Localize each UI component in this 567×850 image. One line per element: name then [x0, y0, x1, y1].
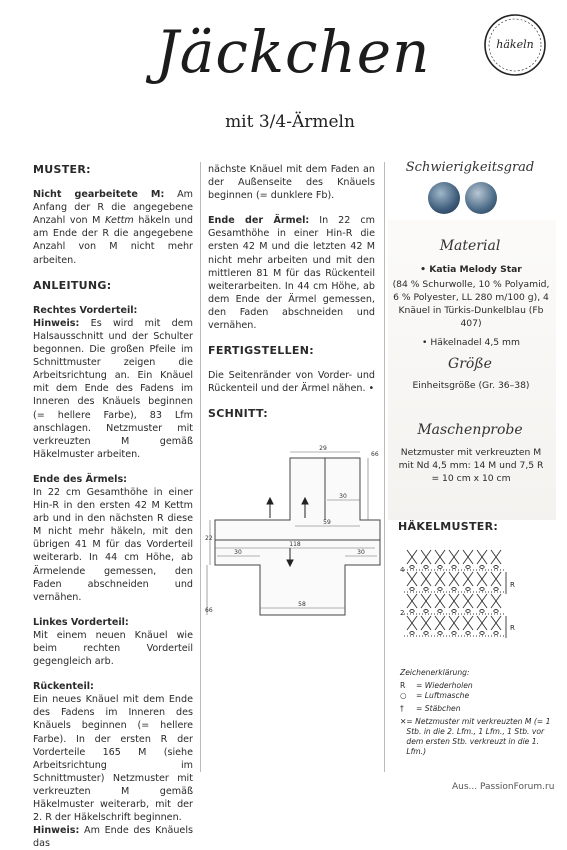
linkes-vorderteil-text: Mit einem neuen Knäuel wie beim rechten Vorderteil gegengleich arb.: [33, 629, 193, 668]
chain-symbol: [410, 566, 414, 569]
legend-row-crossed: ✕ = Netzmuster mit verkreuzten M (= 1 Stb. in die 2. Lfm., 1 Lfm., 1 Stb. vor dem ersten Stb. verkreuzt in die 1. Lfm.): [400, 717, 551, 756]
repeat-marker: R: [510, 624, 515, 632]
rechtes-vorderteil-text: Hinweis: Es wird mit dem Halsausschnitt und der Schulter begonnen. Die großen Pfeile im Schnittmuster zeigen die Arbeitsrichtung an. Ein Knäuel mit dem Ende des Fadens im Inneren des Knäuels beginnen (= hellere Farbe), 83 Lfm anschlagen. Netzmuster mit verkreuzten M gemäß Häkelmuster arbeiten.: [33, 317, 193, 460]
chain-symbol: [438, 632, 442, 635]
column-divider: [200, 162, 201, 772]
chain-symbol: [494, 566, 498, 569]
section-fertigstellen: FERTIGSTELLEN:: [208, 344, 314, 358]
badge-label: häkeln: [496, 38, 534, 51]
legend-title: Zeichenerklärung:: [400, 668, 470, 677]
dim-sleeve: 22: [205, 535, 213, 542]
dim-bottom: 58: [298, 601, 306, 608]
gauge-text: Netzmuster mit verkreuzten M mit Nd 4,5 mm: 14 M und 7,5 R = 10 cm x 10 cm: [398, 447, 544, 484]
rechtes-vorderteil-heading: Rechtes Vorderteil:: [33, 304, 138, 316]
chain-symbol: [410, 632, 414, 635]
schwierigkeitsgrad-heading: Schwierigkeitsgrad: [405, 160, 535, 175]
yarn-description: (84 % Schurwolle, 10 % Polyamid, 6 % Polyester, LL 280 m/100 g), 4 Knäuel in Türkis-Dunkelblau (Fb 407): [392, 279, 550, 329]
section-muster: MUSTER:: [33, 163, 91, 176]
chain-symbol: [438, 588, 442, 591]
dim-shoulder: 30: [339, 493, 347, 500]
chain-symbol: [466, 632, 470, 635]
rueckenteil-text: Ein neues Knäuel mit dem Ende des Fadens im Inneren des Knäuels beginnen (= hellere Farbe). In der ersten R der Vorderteile 165 M (siehe Arbeitsrichtung im Schnittmuster) Netzmuster mit verkreuzten M gemäß Häkelmuster weiterarb, mit der 2. R der Häkelschrift beginnen.: [33, 694, 193, 824]
linkes-vorderteil-heading: Linkes Vorderteil:: [33, 616, 129, 628]
chain-symbol: [438, 610, 442, 613]
chain-symbol: [480, 610, 484, 613]
legend-row-dc: † = Stäbchen: [400, 704, 461, 713]
dim-body-h: 66: [205, 607, 213, 614]
chain-symbol: [466, 610, 470, 613]
dim-right-h: 66: [371, 451, 379, 458]
crochet-chart: [398, 542, 538, 650]
direction-arrow-up: [267, 498, 273, 518]
chain-symbol: [424, 610, 428, 613]
nicht-gearbeitete-paragraph: Nicht gearbeitete M: Am Anfang der R die angegebene Anzahl von M Kettm häkeln und am Ende der R die angegebene Anzahl von M nicht mehr arbeiten.: [33, 189, 193, 266]
groesse-heading: Größe: [448, 356, 492, 372]
repeat-marker: R: [510, 581, 515, 589]
dim-right: 30: [357, 549, 365, 556]
pattern-outline: [215, 458, 380, 615]
continuation-text: nächste Knäuel mit dem Faden an der Außenseite des Knäuels beginnen (= dunklere Fb).: [208, 164, 375, 202]
material-heading: Material: [439, 238, 501, 254]
yarn-ball-icon: [428, 182, 460, 214]
chain-symbol: [480, 566, 484, 569]
chain-symbol: [424, 588, 428, 591]
chain-symbol: [466, 566, 470, 569]
dim-top: 29: [319, 445, 327, 452]
middle-column: [208, 163, 375, 433]
chain-symbol: [452, 566, 456, 569]
chain-symbol: [466, 588, 470, 591]
section-schnitt: SCHNITT:: [208, 407, 268, 421]
footer-credit: Aus... PassionForum.ru: [452, 782, 555, 792]
chain-symbol: [452, 588, 456, 591]
chain-symbol: [424, 632, 428, 635]
section-anleitung: ANLEITUNG:: [33, 278, 112, 292]
chain-symbol: [494, 588, 498, 591]
chain-symbol: [480, 632, 484, 635]
legend-row-repeat: R = Wiederholen: [400, 681, 473, 690]
chart-legend: [400, 668, 560, 757]
needle-info: • Häkelnadel 4,5 mm: [422, 337, 520, 348]
chain-symbol: [438, 566, 442, 569]
dim-center: 59: [323, 519, 331, 526]
fertigstellen-text: Die Seitenränder von Vorder- und Rückenteil und der Ärmel nähen. •: [208, 370, 375, 395]
legend-row-chain: ○ = Luftmasche: [400, 691, 470, 700]
chain-symbol: [480, 588, 484, 591]
yarn-name: • Katia Melody Star: [420, 264, 522, 275]
ende-aermel-heading: Ende des Ärmels:: [33, 473, 128, 485]
ende-aermel-text: In 22 cm Gesamthöhe in einer Hin-R in den ersten 42 M Kettm arb und in den nächsten R diese M nicht mehr häkeln, mit den übrigen 41 M für das Vorderteil weiterarb. In 44 cm Höhe, ab Ärmelende gemessen, den Faden abschneiden und vernähen.: [33, 486, 193, 603]
nicht-label: Nicht gearbeitete M:: [33, 189, 165, 201]
dim-width: 118: [289, 541, 301, 548]
row-label-2: 2: [400, 609, 405, 617]
chart-rows: [404, 550, 506, 638]
chain-symbol: [452, 610, 456, 613]
chain-symbol: [410, 610, 414, 613]
chain-symbol: [494, 632, 498, 635]
schnitt-diagram: [205, 440, 385, 620]
rueckenteil-heading: Rückenteil:: [33, 681, 94, 693]
rueckenteil-hinweis: Hinweis: Am Ende des Knäuels das: [33, 825, 193, 850]
ende-der-aermel-paragraph: Ende der Ärmel: In 22 cm Gesamthöhe in einer Hin-R die ersten 42 M und die letzten 42 M nicht mehr arbeiten und mit den mittleren 81 M für das Rückenteil weiterarbeiten. In 44 cm Höhe, ab dem Ende der Ärmel gemessen, den Faden abschneiden und vernähen.: [208, 215, 376, 332]
page-subtitle: mit 3/4-Ärmeln: [225, 112, 355, 132]
left-column: [33, 163, 193, 850]
row-label-4: 4: [400, 566, 405, 574]
page-title: Jäckchen: [155, 18, 431, 86]
chain-symbol: [452, 632, 456, 635]
dim-left: 30: [234, 549, 242, 556]
section-haekelmuster: HÄKELMUSTER:: [398, 520, 499, 533]
chain-symbol: [424, 566, 428, 569]
maschenprobe-heading: Maschenprobe: [417, 422, 523, 438]
size-text: Einheitsgröße (Gr. 36–38): [412, 380, 530, 391]
yarn-ball-icon: [465, 182, 497, 214]
chain-symbol: [494, 610, 498, 613]
chain-symbol: [410, 588, 414, 591]
